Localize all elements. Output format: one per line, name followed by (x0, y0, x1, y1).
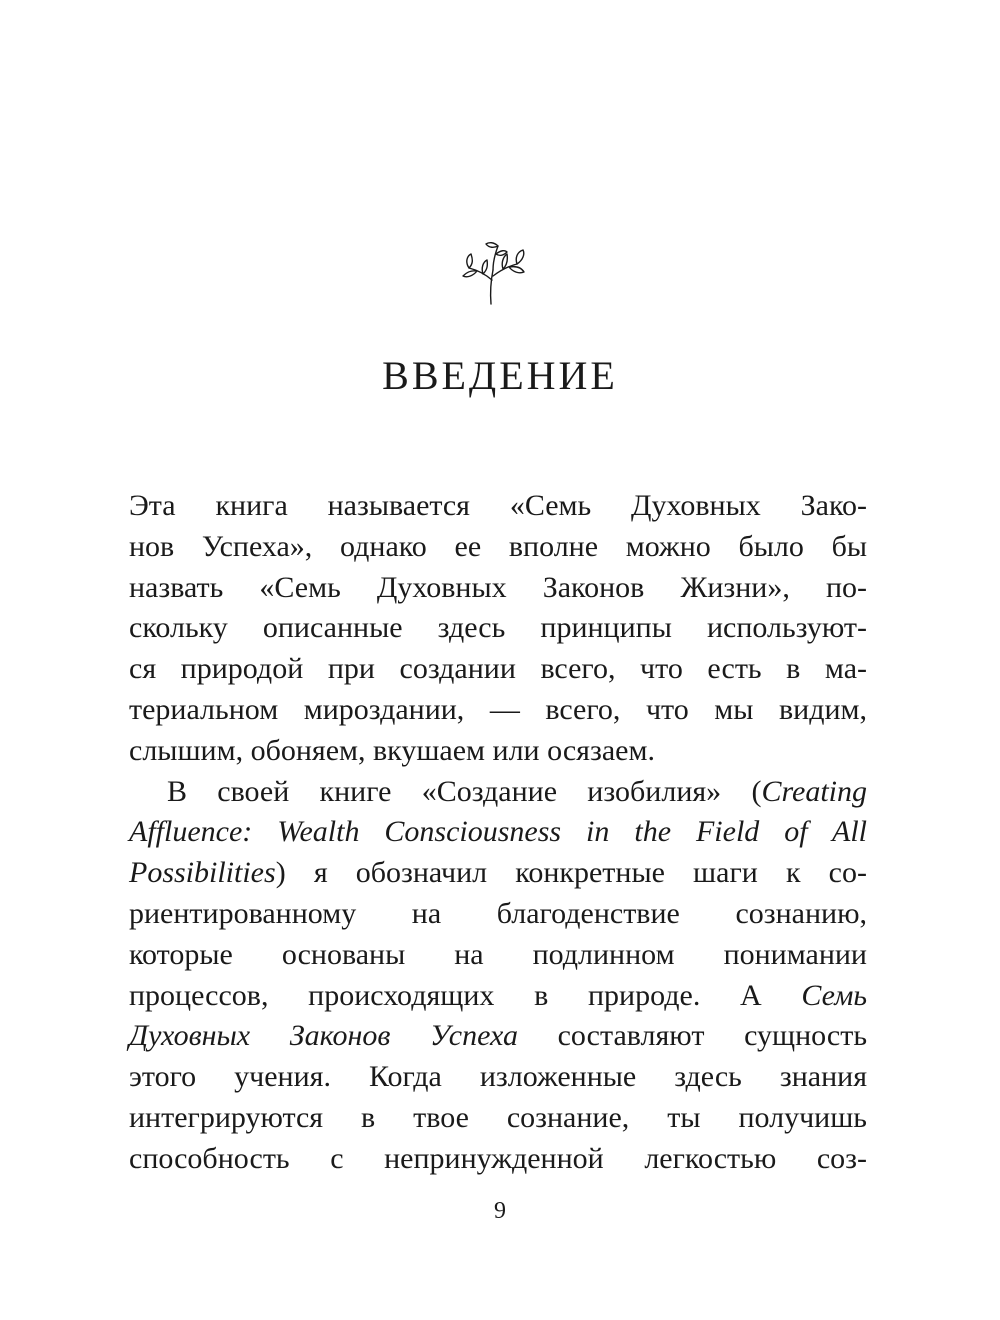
italic-run: Семь (801, 978, 867, 1012)
text-line: ся природой при создании всего, что есть в ма- (129, 652, 867, 686)
text-line: териальном мироздании, — всего, что мы видим, (129, 692, 867, 726)
text-line: риентированному на благоденствие сознанию, (129, 896, 867, 930)
text-line (129, 772, 867, 813)
text-line (129, 853, 867, 894)
italic-run: Духовных Законов Успеха (129, 1019, 518, 1053)
page-number: 9 (494, 1198, 506, 1224)
text-line (129, 812, 867, 853)
text-line: назвать «Семь Духовных Законов Жизни», по- (129, 570, 867, 604)
text-run: составляют сущность (517, 1019, 867, 1053)
italic-run: Creating (761, 774, 867, 808)
text-line: которые основаны на подлинном понимании (129, 937, 867, 971)
body-text (129, 486, 867, 1180)
text-run: процессов, происходящих в природе. А (129, 978, 802, 1012)
text-line: Эта книга называется «Семь Духовных Зако- (129, 489, 867, 522)
italic-run: Possibilities (129, 856, 276, 890)
sprig-icon (461, 240, 527, 306)
text-run: ) я обозначил конкретные шаги к со- (275, 856, 867, 890)
italic-run: Affluence: Wealth Consciousness in the Field of All (129, 815, 867, 849)
text-line: скольку описанные здесь принципы используют- (129, 611, 867, 645)
text-line (129, 976, 867, 1017)
chapter-title: ВВЕДЕНИЕ (382, 353, 618, 398)
text-line (129, 1016, 867, 1057)
text-line: способность с непринужденной легкостью соз- (129, 1141, 867, 1175)
text-line: нов Успеха», однако ее вполне можно было бы (129, 529, 867, 563)
text-run: В своей книге «Создание изобилия» ( (167, 774, 762, 808)
text-line: интегрируются в твое сознание, ты получишь (129, 1100, 867, 1134)
text-line: слышим, обоняем, вкушаем или осязаем. (129, 733, 655, 767)
text-line: этого учения. Когда изложенные здесь знания (129, 1060, 867, 1094)
